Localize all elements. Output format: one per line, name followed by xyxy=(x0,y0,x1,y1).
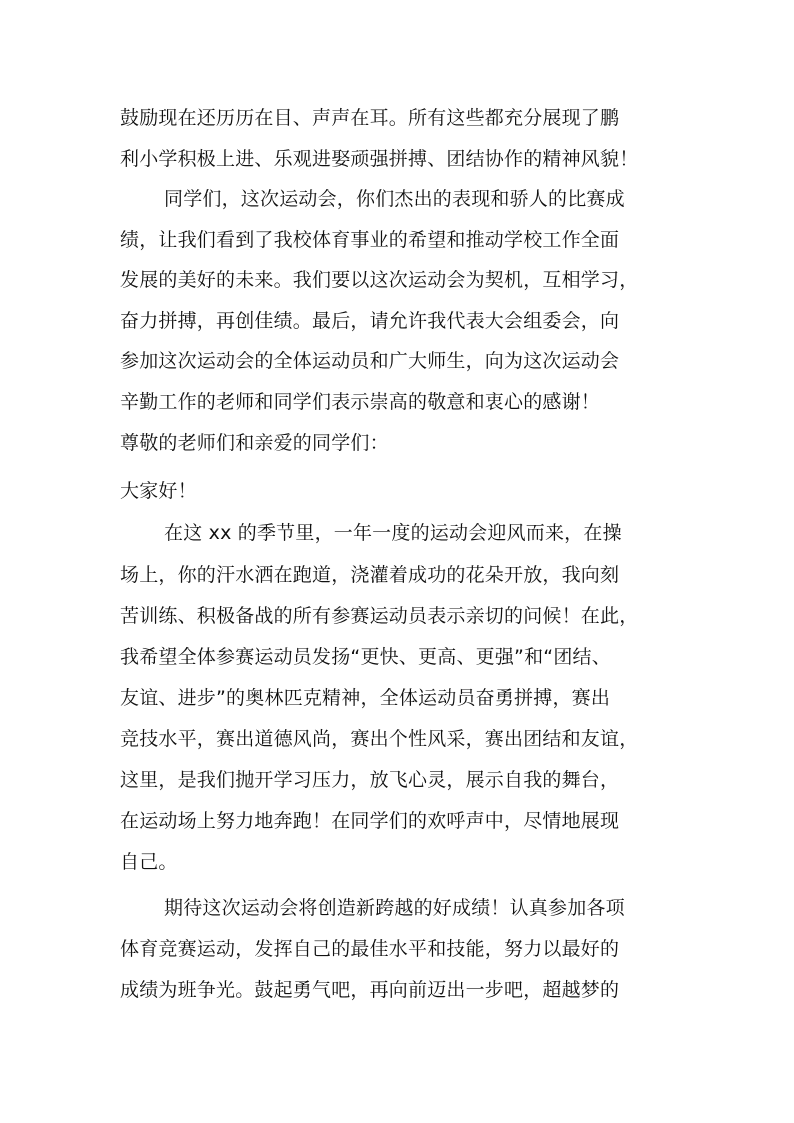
text-line: 在运动场上努力地奔跑！在同学们的欢呼声中，尽情地展现 xyxy=(120,810,620,832)
text-line: 友谊、进步”的奥林匹克精神，全体运动员奋勇拼搏，赛出 xyxy=(120,687,611,709)
text-line: 利小学积极上进、乐观进娶顽强拼搏、团结协作的精神风貌！ xyxy=(120,148,639,170)
text-line: 竞技水平，赛出道德风尚，赛出个性风采，赛出团结和友谊， xyxy=(120,728,639,750)
text-line: 尊敬的老师们和亲爱的同学们： xyxy=(120,432,389,454)
text-line: 同学们，这次运动会，你们杰出的表现和骄人的比赛成 xyxy=(164,188,625,210)
text-line: 辛勤工作的老师和同学们表示崇高的敬意和衷心的感谢！ xyxy=(120,391,601,413)
text-line: 成绩为班争光。鼓起勇气吧，再向前迈出一步吧，超越梦的 xyxy=(120,979,620,1001)
text-line: 大家好！ xyxy=(120,480,197,502)
text-line: 体育竞赛运动，发挥自己的最佳水平和技能，努力以最好的 xyxy=(120,938,620,960)
text-line: 发展的美好的未来。我们要以这次运动会为契机，互相学习， xyxy=(120,269,639,291)
text-line: 鼓励现在还历历在目、声声在耳。所有这些都充分展现了鹏 xyxy=(120,107,620,129)
text-line: 苦训练、积极备战的所有参赛运动员表示亲切的问候！在此， xyxy=(120,605,639,627)
text-line: 绩，让我们看到了我校体育事业的希望和推动学校工作全面 xyxy=(120,229,620,251)
text-line: 期待这次运动会将创造新跨越的好成绩！认真参加各项 xyxy=(164,897,625,919)
text-line: 我希望全体参赛运动员发扬“更快、更高、更强”和“团结、 xyxy=(120,646,611,668)
text-line: 参加这次运动会的全体运动员和广大师生，向为这次运动会 xyxy=(120,350,620,372)
text-line: 这里，是我们抛开学习压力，放飞心灵，展示自我的舞台， xyxy=(120,769,620,791)
text-line: 在这 xx 的季节里，一年一度的运动会迎风而来，在操 xyxy=(164,522,622,544)
text-line: 自己。 xyxy=(120,851,178,873)
text-line: 场上，你的汗水洒在跑道，浇灌着成功的花朵开放，我向刻 xyxy=(120,564,620,586)
text-line: 奋力拼搏，再创佳绩。最后，请允许我代表大会组委会，向 xyxy=(120,310,620,332)
